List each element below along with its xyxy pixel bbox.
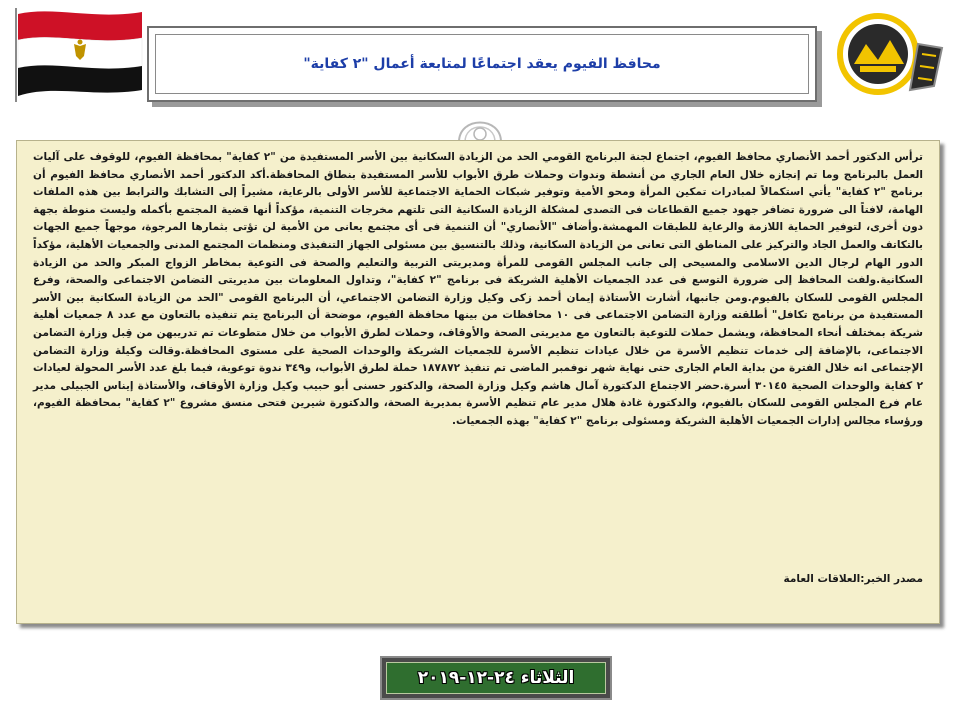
publish-date: الثلاثاء ٢٤-١٢-٢٠١٩ xyxy=(417,668,575,688)
headline-frame xyxy=(155,34,809,94)
headline-title: محافظ الفيوم يعقد اجتماعًا لمتابعة أعمال "٢ كفاية" xyxy=(303,56,661,72)
fayoum-governorate-logo xyxy=(826,4,946,108)
headline-box xyxy=(147,26,817,102)
egypt-flag-icon xyxy=(14,6,146,104)
date-plaque xyxy=(380,656,612,700)
article-panel xyxy=(16,140,940,624)
article-source: مصدر الخبر:العلاقات العامة xyxy=(783,573,923,585)
article-body: ترأس الدكتور أحمد الأنصاري محافظ الفيوم، اجتماع لجنة البرنامج القومي الحد من الزيادة السكانية بين الأسر المستفيدة من "٢ كفاية" بمحافظة الفيوم، للوقوف على آليات العمل بالبرنامج وما تم إنجازه خلال العام الجاري من أنشطة وندوات وحملات طرق الأبواب للأسر المستفيدة بنطاق المحافظة.أكد الدكتور أحمد الأنصاري محافظ الفيوم أن برنامج "٢ كفاية" يأتي استكمالاً لمبادرات تمكين المرأة ومحو الأمية وتوفير شبكات الحماية الاجتماعية للأسر الأولى بالرعاية، مشيراً إلى التشابك والترابط بين هذه الملفات الهامة، لافتاً الى ضرورة تضافر جهود جميع القطاعات فى التصدى لمشكلة الزيادة السكانية التى تلتهم مخرجات التنمية، مؤكداً أنها قضية المجتمع بأكمله وليست منوطة بجهة دون أخرى، لتوفير الحماية اللازمة والرعاية للطبقات المهمشة.وأضاف "الأنصاري" أن التنمية فى أى مجتمع يعانى من الأمية لن تؤتى بثمارها المرجوة، موجهاً جميع الجهات بالتكاتف والعمل الجاد والتركيز على المناطق التى تعانى من الزيادة السكانية، وذلك بالتنسيق بين مسئولى الجهاز التنفيذى ومنظمات المجتمع المدنى والجمعيات الأهلية، مؤكداً الدور الهام لرجال الدين الاسلامى والمسيحى إلى جانب المجلس القومى للمرأة ومديريتى التربية والتعليم والصحة فى التوعية بمخاطر الزواج المبكر والحد من الزيادة السكانية.ولفت المحافظ إلى ضرورة التوسع فى عدد الجمعيات الأهلية الشريكة فى برنامج "٢ كفاية"، وتداول المعلومات بين مديريتى التضامن الاجتماعى والصحة، وفرع المجلس القومى للسكان بالفيوم.ومن جانبها، أشارت الأستاذة إيمان أحمد زكى وكيل وزارة التضامن الاجتماعي، أن البرنامج القومى "الحد من الزيادة السكانية بين الأسر المستفيدة من برنامج تكافل" أطلقته وزارة التضامن الاجتماعى فى ١٠ محافظات من بينها محافظة الفيوم، موضحة أن البرنامج يتم تنفيذه بالتعاون مع عدد ٨ جمعيات أهلية شريكة بمختلف أنحاء المحافظة، ويشمل حملات للتوعية بالتعاون مع مديريتى الصحة والأوقاف، وحملات لطرق الأبواب من خلال متطوعات تم تدريبهن من قِبل وزارة التضامن الاجتماعى، بالإضافة إلى خدمات تنظيم الأسرة من خلال عيادات تنظيم الأسرة للجمعيات الشريكة والوحدات الصحية على مستوى المحافظة.وقالت وكيلة وزارة التضامن الإجتماعى انه خلال الفترة من بداية العام الجارى حتى نهاية شهر نوفمبر الماضى تم تنفيذ ١٨٧٨٧٢ حملة لطرق الأبواب، و٣٤٩ ندوة توعوية، فيما بلغ عدد الأسر المحولة لعيادات ٢ كفاية والوحدات الصحية ٣٠١٤٥ أسرة.حضر الاجتماع الدكتورة آمال هاشم وكيل وزارة الصحة، والدكتور حسنى أبو حبيب وكيل وزارة الأوقاف، والأستاذة إيناس الجبيلى مدير عام فرع المجلس القومى للسكان بالفيوم، والدكتورة غادة هلال مدير عام تنظيم الأسرة بمديرية الصحة، والدكتورة شيرين فتحى منسق مشروع "٢ كفاية" بمحافظة الفيوم، ورؤساء مجالس إدارات الجمعيات الأهلية الشريكة ومسئولى برنامج "٢ كفاية" بهذه الجمعيات. xyxy=(33,151,924,427)
date-plaque-inner xyxy=(386,662,606,694)
